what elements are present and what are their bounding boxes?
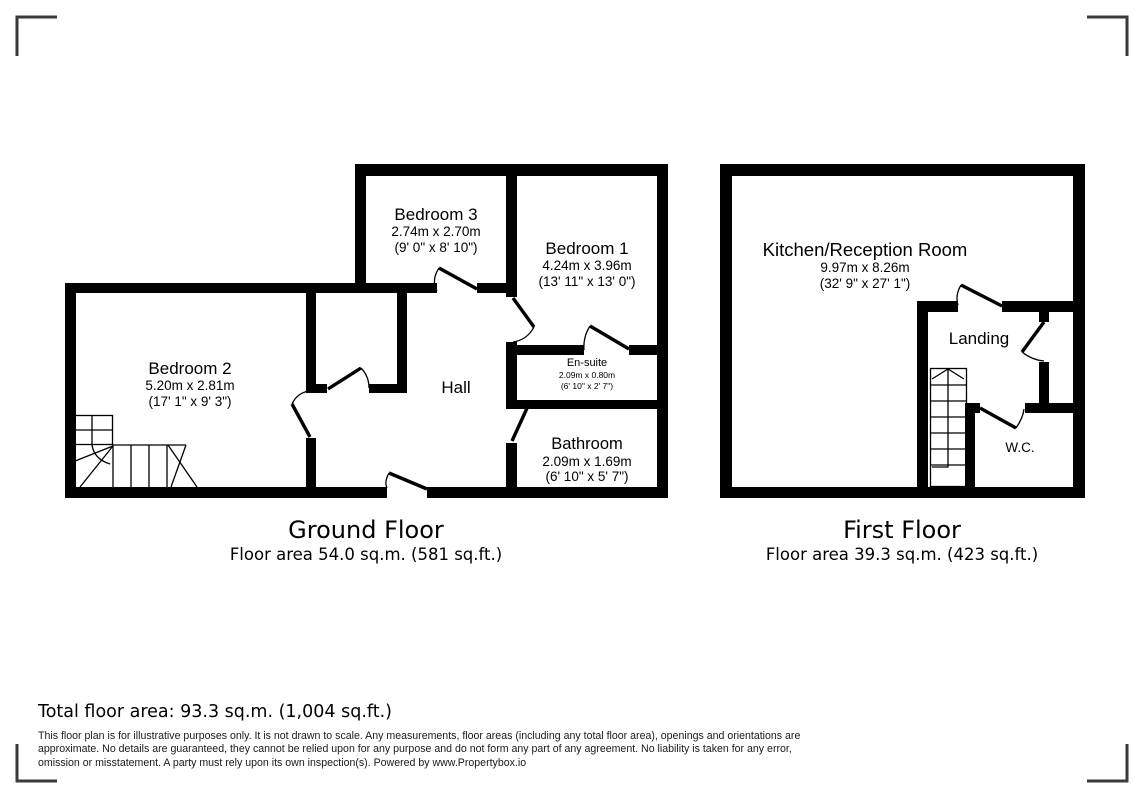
floor-area: Floor area 54.0 sq.m. (581 sq.ft.) — [229, 545, 503, 564]
ensuite-door-icon — [590, 326, 629, 349]
floor-title: Ground Floor — [288, 516, 444, 544]
room-dim-metric: 2.09m x 1.69m — [542, 453, 632, 469]
room-label-wc: W.C. — [1005, 440, 1035, 455]
ground-floor-caption — [230, 515, 502, 565]
room-dim-imperial: (6' 10" x 5' 7") — [545, 469, 629, 484]
disclaimer-line-3: omission or misstatement. A party must rely upon its own inspection(s). Powered by www.Propertybox.io — [38, 756, 527, 769]
room-label-hall: Hall — [441, 378, 471, 397]
closet-door-icon — [328, 368, 361, 389]
room-label-bathroom — [542, 435, 631, 485]
bedroom3-door-icon — [439, 268, 477, 289]
room-label-ensuite — [559, 357, 615, 392]
disclaimer-line-2: approximate. No details are guaranteed, they cannot be relied upon for any purpose and do not form any part of any agreement. No liability is taken for any error, — [38, 743, 792, 756]
room-dim-imperial: (32' 9" x 27' 1") — [819, 275, 911, 291]
room-label-bedroom-2 — [145, 359, 234, 409]
wc-door-icon — [980, 408, 1016, 428]
room-dim-imperial: (9' 0" x 8' 10") — [394, 239, 478, 255]
bedroom1-door-icon — [513, 298, 534, 327]
room-name: Bathroom — [551, 435, 623, 453]
disclaimer-text — [38, 730, 800, 770]
room-label-landing: Landing — [948, 329, 1010, 348]
room-label-kitchen-reception — [763, 239, 968, 291]
floor-title: First Floor — [843, 516, 961, 544]
room-dim-imperial: (13' 11" x 13' 0") — [538, 273, 636, 289]
room-name: Kitchen/Reception Room — [762, 239, 968, 260]
room-label-bedroom-1 — [538, 239, 635, 289]
room-dim-imperial: (17' 1" x 9' 3") — [148, 393, 232, 409]
room-name: En-suite — [566, 357, 608, 369]
floor-area: Floor area 39.3 sq.m. (423 sq.ft.) — [765, 545, 1039, 564]
corner-mark-top-left — [17, 17, 57, 56]
room-name: Bedroom 3 — [394, 205, 478, 224]
front-door-icon — [389, 473, 427, 489]
bedroom2-door-icon — [292, 404, 310, 437]
corner-mark-bottom-right — [1087, 744, 1127, 781]
room-label-bedroom-3 — [391, 205, 480, 255]
total-floor-area: Total floor area: 93.3 sq.m. (1,004 sq.ft.) — [38, 702, 392, 722]
corner-mark-top-right — [1087, 17, 1127, 56]
room-dim-imperial: (6' 10" x 2' 7") — [560, 381, 614, 391]
room-name: Bedroom 1 — [545, 239, 629, 258]
room-dim-metric: 2.09m x 0.80m — [558, 370, 616, 380]
first-floor-stairs-icon — [930, 369, 967, 487]
first-floor-caption — [766, 515, 1038, 565]
room-dim-metric: 2.74m x 2.70m — [391, 224, 481, 239]
disclaimer-line-1: This floor plan is for illustrative purposes only. It is not drawn to scale. Any measurements, floor areas (including any total floor area), openings and orientations are — [38, 730, 801, 742]
room-name: Bedroom 2 — [148, 359, 232, 378]
room-dim-metric: 5.20m x 2.81m — [145, 378, 235, 393]
bathroom-door-icon — [512, 406, 528, 441]
room-dim-metric: 4.24m x 3.96m — [542, 258, 632, 273]
ground-floor-stairs-icon — [70, 415, 197, 487]
room-dim-metric: 9.97m x 8.26m — [820, 260, 910, 275]
landing-door-icon — [1022, 322, 1044, 352]
